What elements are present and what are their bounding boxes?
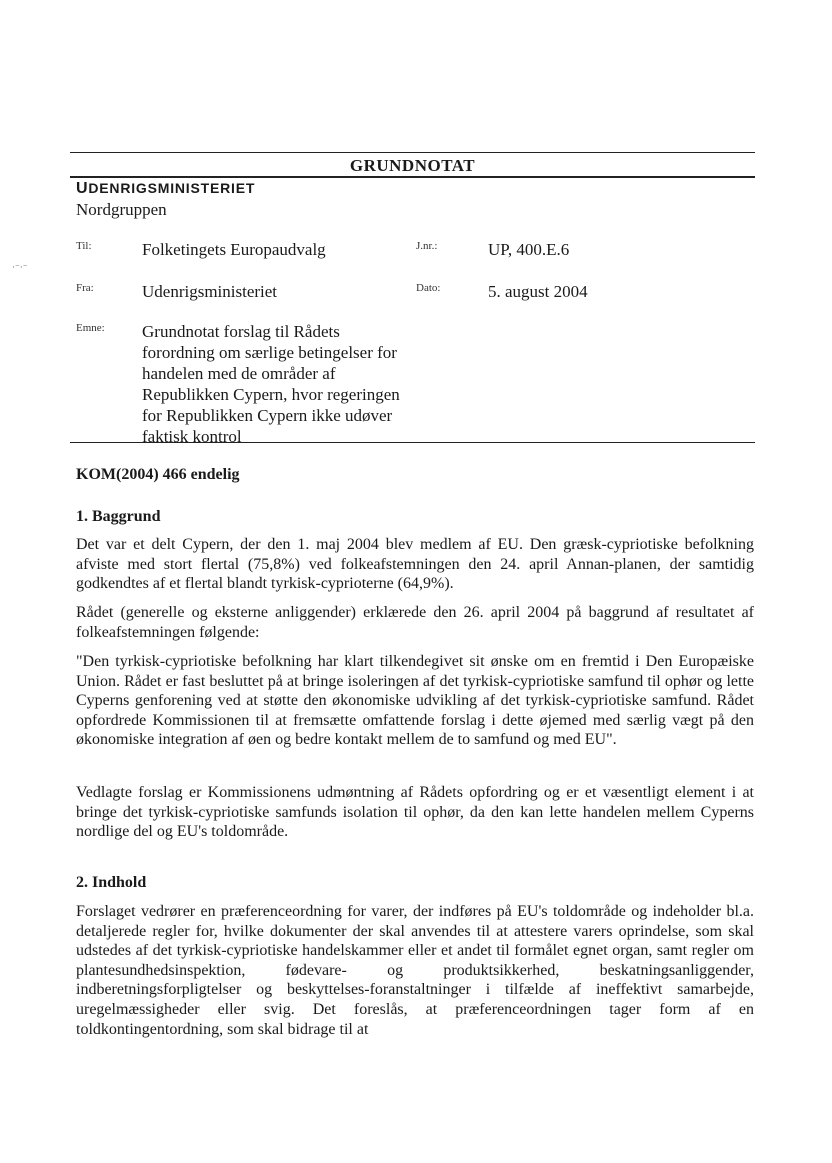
- document-title: GRUNDNOTAT: [349, 156, 476, 175]
- section-1-paragraph-4: Vedlagte forslag er Kommissionens udmøntning af Rådets opfordring og er et væsentligt element i at bringe det tyrkisk-cypriotiske samfunds isolation til ophør, da den kan lette handelen mellem Cyperns nordlige del og EU's toldområde.: [76, 784, 754, 841]
- header-top-rule: [70, 152, 755, 153]
- margin-mark: ·⁻·⁻: [12, 262, 28, 272]
- ministry-initial: U: [76, 180, 89, 197]
- header-bottom-rule: [70, 176, 755, 178]
- ministry-rest: DENRIGSMINISTERIET: [88, 180, 256, 196]
- to-label: Til:: [76, 240, 92, 252]
- date-value: 5. august 2004: [488, 282, 588, 301]
- section-2-paragraph-1: Forslaget vedrører en præferenceordning for varer, der indføres på EU's toldområde og indeholder bl.a. detaljerede regler for, hvilke dokumenter der skal anvendes til at attestere varers oprindelse, som skal udstedes af det tyrkisk-cypriotiske handelskammer eller et andet til formålet egnet organ, samt regler om plantesundhedsinspektion, fødevare- og produktsikkerhed, beskatningsanliggender, indberetningsforpligtelser og beskyttelses-foranstaltninger i tilfælde af ineffektivt samarbejde, uregelmæssigheder eller svig. Det foreslås, at præferenceordningen tager form af en toldkontingentordning, som skal bidrage til at: [76, 903, 754, 1038]
- ministry-name: [76, 180, 255, 198]
- from-value: Udenrigsministeriet: [142, 282, 278, 301]
- section-1-paragraph-1: Det var et delt Cypern, der den 1. maj 2004 blev medlem af EU. Den græsk-cypriotiske befolkning afviste med stort flertal (75,8%) ved folkeafstemningen den 24. april Annan-planen, der samtidig godkendtes af et flertal blandt tyrkisk-cyprioterne (64,9%).: [76, 536, 754, 593]
- department-name: Nordgruppen: [76, 200, 167, 219]
- subject-value: Grundnotat forslag til Rådets forordning om særlige betingelser for handelen med de områder af Republikken Cypern, hvor regeringen for Republikken Cypern ikke udøver faktisk kontrol: [142, 322, 400, 446]
- section-1-heading: 1. Baggrund: [76, 508, 161, 525]
- from-label: Fra:: [76, 282, 94, 294]
- document-reference: KOM(2004) 466 endelig: [76, 466, 240, 483]
- jnr-label: J.nr.:: [416, 240, 438, 252]
- to-value: Folketingets Europaudvalg: [142, 240, 326, 259]
- subject-label: Emne:: [76, 322, 105, 334]
- section-1-paragraph-3: "Den tyrkisk-cypriotiske befolkning har klart tilkendegivet sit ønske om en fremtid i Den Europæiske Union. Rådet er fast besluttet på at bringe isoleringen af det tyrkisk-cypriotiske samfund til ophør og lette Cyperns genforening ved at støtte den økonomiske udvikling af det tyrkisk-cypriotiske samfund. Rådet opfordrede Kommissionen til at fremsætte omfattende forslag i dette øjemed med særlig vægt på den økonomiske integration af øen og bedre kontakt mellem de to samfund og med EU".: [76, 653, 754, 749]
- section-1-paragraph-2: Rådet (generelle og eksterne anliggender) erklærede den 26. april 2004 på baggrund af resultatet af folkeafstemningen følgende:: [76, 604, 754, 641]
- meta-bottom-rule: [70, 442, 755, 443]
- jnr-value: UP, 400.E.6: [488, 240, 570, 259]
- date-label: Dato:: [416, 282, 441, 294]
- section-2-heading: 2. Indhold: [76, 874, 147, 891]
